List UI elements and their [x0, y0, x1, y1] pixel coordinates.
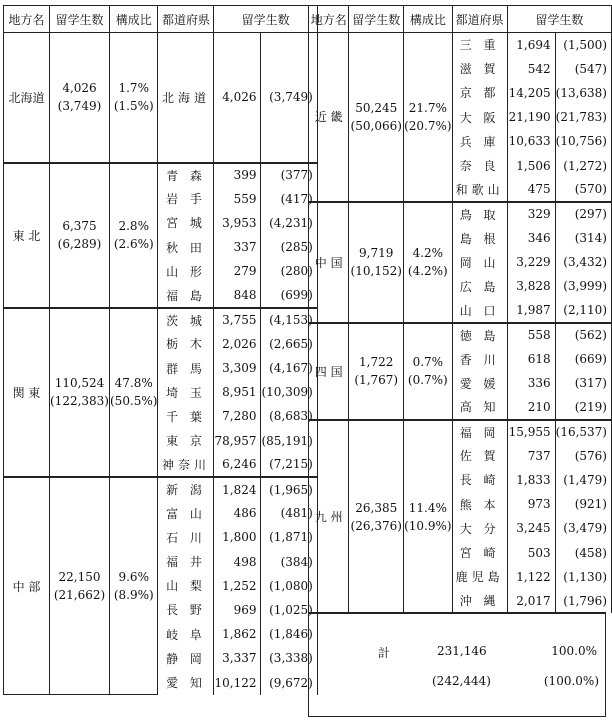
region-name: 中 国 [309, 202, 349, 323]
prefecture-students-previous: (13,638) [555, 81, 611, 105]
prefecture-name: 三 重 [452, 33, 507, 57]
prefecture-students: 15,955 [507, 420, 555, 444]
prefecture-name: 秋 田 [158, 235, 214, 259]
prefecture-students-previous: (417) [261, 187, 317, 211]
prefecture-name: 岩 手 [158, 187, 214, 211]
prefecture-students: 737 [507, 444, 555, 468]
prefecture-students-previous: (16,537) [555, 420, 611, 444]
prefecture-students: 475 [507, 178, 555, 202]
prefecture-name: 新 潟 [158, 477, 214, 501]
total-value-prev: (242,444) [432, 674, 491, 688]
total-ratio: 100.0% [551, 644, 597, 658]
region-name: 関 東 [4, 308, 50, 477]
region-students [349, 420, 404, 614]
region-header: 地方名 [4, 6, 50, 33]
prefecture-students-previous: (1,272) [555, 153, 611, 177]
prefecture-students-previous: (3,432) [555, 250, 611, 274]
region-students-previous: (10,152) [350, 264, 402, 279]
prefecture-name: 鳥 取 [452, 202, 507, 226]
prefecture-name: 宮 崎 [452, 540, 507, 564]
prefecture-name: 山 梨 [158, 574, 214, 598]
prefecture-students: 3,337 [214, 646, 261, 670]
region-ratio [404, 33, 452, 202]
prefecture-students: 1,987 [507, 299, 555, 323]
prefecture-name: 愛 媛 [452, 371, 507, 395]
prefecture-students-previous: (1,500) [555, 33, 611, 57]
prefecture-name: 宮 城 [158, 211, 214, 235]
table-row [4, 308, 318, 332]
region-name: 北海道 [4, 33, 50, 163]
prefecture-students-previous: (10,309) [261, 380, 317, 404]
region-ratio [110, 33, 158, 163]
region-ratio-previous: (10.9%) [404, 518, 452, 533]
region-students-previous: (21,662) [53, 588, 106, 603]
prefecture-name: 埼 玉 [158, 380, 214, 404]
region-ratio-previous: (4.2%) [407, 264, 448, 279]
prefecture-header: 都道府県 [452, 6, 507, 33]
region-name: 九 州 [309, 420, 349, 614]
prefecture-name: 石 川 [158, 525, 214, 549]
region-ratio-current: 4.2% [412, 246, 444, 261]
prefecture-students: 8,951 [214, 380, 261, 404]
prefecture-students: 1,252 [214, 574, 261, 598]
prefecture-students-previous: (314) [555, 226, 611, 250]
left-table [3, 5, 318, 695]
prefecture-students-previous: (458) [555, 540, 611, 564]
total-section [308, 612, 606, 717]
prefecture-students-previous: (219) [555, 395, 611, 419]
prefecture-students-previous: (1,080) [261, 574, 317, 598]
prefecture-students: 3,828 [507, 274, 555, 298]
prefecture-students: 21,190 [507, 105, 555, 129]
region-students-current: 6,375 [62, 219, 97, 234]
total-label: 計 [378, 646, 391, 660]
region-ratio-current: 2.8% [118, 219, 149, 234]
prefecture-name: 佐 賀 [452, 444, 507, 468]
prefecture-name: 山 形 [158, 259, 214, 283]
region-ratio-previous: (0.7%) [407, 373, 448, 388]
prefecture-students: 3,953 [214, 211, 261, 235]
table-row [309, 202, 612, 226]
table-row [4, 33, 318, 163]
region-students-current: 22,150 [58, 570, 101, 585]
prefecture-students-previous: (3,749) [261, 33, 317, 163]
prefecture-students-previous: (3,338) [261, 646, 317, 670]
prefecture-students-previous: (1,871) [261, 525, 317, 549]
region-ratio-current: 1.7% [118, 81, 149, 96]
region-ratio-previous: (20.7%) [404, 118, 452, 133]
prefecture-students: 3,309 [214, 356, 261, 380]
prefecture-students: 558 [507, 323, 555, 347]
prefecture-students: 10,122 [214, 670, 261, 694]
region-students-current: 110,524 [54, 376, 105, 391]
prefecture-students-previous: (1,130) [555, 565, 611, 589]
region-students-previous: (26,376) [350, 518, 402, 533]
prefecture-students: 337 [214, 235, 261, 259]
prefecture-students-previous: (921) [555, 492, 611, 516]
prefecture-name: 兵 庫 [452, 129, 507, 153]
prefecture-students: 559 [214, 187, 261, 211]
prefecture-name: 山 口 [452, 299, 507, 323]
prefecture-students: 2,026 [214, 332, 261, 356]
prefecture-students: 4,026 [214, 33, 261, 163]
prefecture-students: 503 [507, 540, 555, 564]
region-ratio-previous: (2.6%) [113, 237, 154, 252]
region-students-current: 9,719 [359, 246, 394, 261]
prefecture-name: 京 都 [452, 81, 507, 105]
prefecture-students: 486 [214, 501, 261, 525]
prefecture-students-previous: (3,999) [555, 274, 611, 298]
region-name: 中 部 [4, 477, 50, 695]
region-students-current: 50,245 [355, 100, 398, 115]
prefecture-name: 福 岡 [452, 420, 507, 444]
region-students [349, 202, 404, 323]
prefecture-name: 滋 賀 [452, 57, 507, 81]
prefecture-students: 542 [507, 57, 555, 81]
prefecture-students-previous: (3,479) [555, 516, 611, 540]
prefecture-name: 福 島 [158, 283, 214, 307]
prefecture-students: 399 [214, 163, 261, 187]
region-students [50, 477, 110, 695]
region-ratio [110, 308, 158, 477]
prefecture-name: 長 野 [158, 598, 214, 622]
prefecture-students-previous: (10,756) [555, 129, 611, 153]
prefecture-students-previous: (699) [261, 283, 317, 307]
region-ratio [110, 163, 158, 308]
prefecture-students: 14,205 [507, 81, 555, 105]
prefecture-students: 1,122 [507, 565, 555, 589]
region-students-previous: (122,383) [50, 394, 109, 409]
table-row [4, 477, 318, 501]
prefecture-name: 青 森 [158, 163, 214, 187]
prefecture-name: 岐 阜 [158, 622, 214, 646]
prefecture-students: 1,506 [507, 153, 555, 177]
region-ratio [404, 420, 452, 614]
prefecture-students-header: 留学生数 [507, 6, 611, 33]
region-ratio-current: 21.7% [408, 100, 447, 115]
table-row [309, 323, 612, 347]
prefecture-students: 3,229 [507, 250, 555, 274]
region-students [50, 308, 110, 477]
prefecture-students: 1,800 [214, 525, 261, 549]
region-name: 四 国 [309, 323, 349, 420]
prefecture-students-previous: (297) [555, 202, 611, 226]
region-students-previous: (6,289) [57, 237, 102, 252]
region-ratio-previous: (1.5%) [113, 99, 154, 114]
students-header: 留学生数 [349, 6, 404, 33]
region-students [50, 33, 110, 163]
prefecture-students-previous: (377) [261, 163, 317, 187]
prefecture-students-previous: (85,191) [261, 429, 317, 453]
prefecture-students-header: 留学生数 [214, 6, 317, 33]
prefecture-students-previous: (1,796) [555, 589, 611, 613]
prefecture-students: 1,824 [214, 477, 261, 501]
region-ratio [404, 323, 452, 420]
prefecture-name: 東 京 [158, 429, 214, 453]
prefecture-name: 神奈川 [158, 453, 214, 477]
prefecture-students: 848 [214, 283, 261, 307]
region-students-current: 26,385 [355, 500, 398, 515]
prefecture-name: 奈 良 [452, 153, 507, 177]
prefecture-students-previous: (481) [261, 501, 317, 525]
total-ratio-prev: (100.0%) [543, 674, 599, 688]
prefecture-students-previous: (9,672) [261, 670, 317, 694]
prefecture-name: 愛 知 [158, 670, 214, 694]
header-row [309, 6, 612, 33]
prefecture-name: 高 知 [452, 395, 507, 419]
prefecture-students: 2,017 [507, 589, 555, 613]
region-ratio [110, 477, 158, 695]
prefecture-name: 香 川 [452, 347, 507, 371]
region-ratio [404, 202, 452, 323]
prefecture-name: 広 島 [452, 274, 507, 298]
prefecture-students: 336 [507, 371, 555, 395]
right-table [308, 5, 612, 614]
table-row [309, 33, 612, 57]
header-row [4, 6, 318, 33]
region-students-current: 4,026 [62, 81, 97, 96]
prefecture-name: 大 阪 [452, 105, 507, 129]
prefecture-students-previous: (570) [555, 178, 611, 202]
prefecture-students: 3,245 [507, 516, 555, 540]
region-students-previous: (50,066) [350, 118, 402, 133]
prefecture-name: 福 井 [158, 550, 214, 574]
prefecture-students-previous: (1,479) [555, 468, 611, 492]
prefecture-students: 10,633 [507, 129, 555, 153]
prefecture-name: 富 山 [158, 501, 214, 525]
prefecture-name: 大 分 [452, 516, 507, 540]
prefecture-header: 都道府県 [158, 6, 214, 33]
region-students-previous: (3,749) [57, 99, 102, 114]
prefecture-students-previous: (317) [555, 371, 611, 395]
prefecture-students-previous: (8,683) [261, 404, 317, 428]
prefecture-name: 長 崎 [452, 468, 507, 492]
region-ratio-current: 47.8% [114, 376, 153, 391]
prefecture-students-previous: (280) [261, 259, 317, 283]
prefecture-students: 210 [507, 395, 555, 419]
prefecture-students-previous: (1,025) [261, 598, 317, 622]
prefecture-name: 沖 縄 [452, 589, 507, 613]
region-students [50, 163, 110, 308]
prefecture-students: 78,957 [214, 429, 261, 453]
region-ratio-previous: (50.5%) [110, 394, 158, 409]
prefecture-students-previous: (2,110) [555, 299, 611, 323]
prefecture-students-previous: (547) [555, 57, 611, 81]
prefecture-students-previous: (576) [555, 444, 611, 468]
region-students-previous: (1,767) [354, 373, 399, 388]
prefecture-students-previous: (384) [261, 550, 317, 574]
prefecture-students-previous: (2,665) [261, 332, 317, 356]
prefecture-students: 1,694 [507, 33, 555, 57]
prefecture-students: 3,755 [214, 308, 261, 332]
prefecture-name: 熊 本 [452, 492, 507, 516]
total-value: 231,146 [437, 644, 487, 658]
ratio-header: 構成比 [404, 6, 452, 33]
table-row [4, 163, 318, 187]
prefecture-students: 973 [507, 492, 555, 516]
prefecture-students: 279 [214, 259, 261, 283]
prefecture-students: 969 [214, 598, 261, 622]
prefecture-students-previous: (1,846) [261, 622, 317, 646]
prefecture-name: 静 岡 [158, 646, 214, 670]
prefecture-students-previous: (4,231) [261, 211, 317, 235]
prefecture-name: 島 根 [452, 226, 507, 250]
prefecture-name: 群 馬 [158, 356, 214, 380]
ratio-header: 構成比 [110, 6, 158, 33]
region-students [349, 33, 404, 202]
prefecture-name: 栃 木 [158, 332, 214, 356]
prefecture-students: 1,862 [214, 622, 261, 646]
prefecture-students: 7,280 [214, 404, 261, 428]
prefecture-name: 鹿児島 [452, 565, 507, 589]
region-ratio-current: 11.4% [408, 500, 447, 515]
prefecture-students: 498 [214, 550, 261, 574]
prefecture-name: 千 葉 [158, 404, 214, 428]
prefecture-students-previous: (4,153) [261, 308, 317, 332]
region-students [349, 323, 404, 420]
prefecture-students: 6,246 [214, 453, 261, 477]
prefecture-students: 329 [507, 202, 555, 226]
region-header: 地方名 [309, 6, 349, 33]
region-ratio-previous: (8.9%) [113, 588, 154, 603]
prefecture-students-previous: (669) [555, 347, 611, 371]
region-name: 近 畿 [309, 33, 349, 202]
table-row [309, 420, 612, 444]
prefecture-name: 茨 城 [158, 308, 214, 332]
prefecture-students: 1,833 [507, 468, 555, 492]
students-header: 留学生数 [50, 6, 110, 33]
prefecture-students: 618 [507, 347, 555, 371]
prefecture-students-previous: (7,215) [261, 453, 317, 477]
prefecture-name: 和歌山 [452, 178, 507, 202]
prefecture-students: 346 [507, 226, 555, 250]
region-students-current: 1,722 [359, 355, 394, 370]
prefecture-students-previous: (1,965) [261, 477, 317, 501]
prefecture-students-previous: (4,167) [261, 356, 317, 380]
prefecture-name: 徳 島 [452, 323, 507, 347]
prefecture-name: 北海道 [158, 33, 214, 163]
prefecture-students-previous: (21,783) [555, 105, 611, 129]
prefecture-name: 岡 山 [452, 250, 507, 274]
region-ratio-current: 0.7% [412, 355, 444, 370]
prefecture-students-previous: (285) [261, 235, 317, 259]
region-name: 東 北 [4, 163, 50, 308]
prefecture-students-previous: (562) [555, 323, 611, 347]
region-ratio-current: 9.6% [118, 570, 149, 585]
